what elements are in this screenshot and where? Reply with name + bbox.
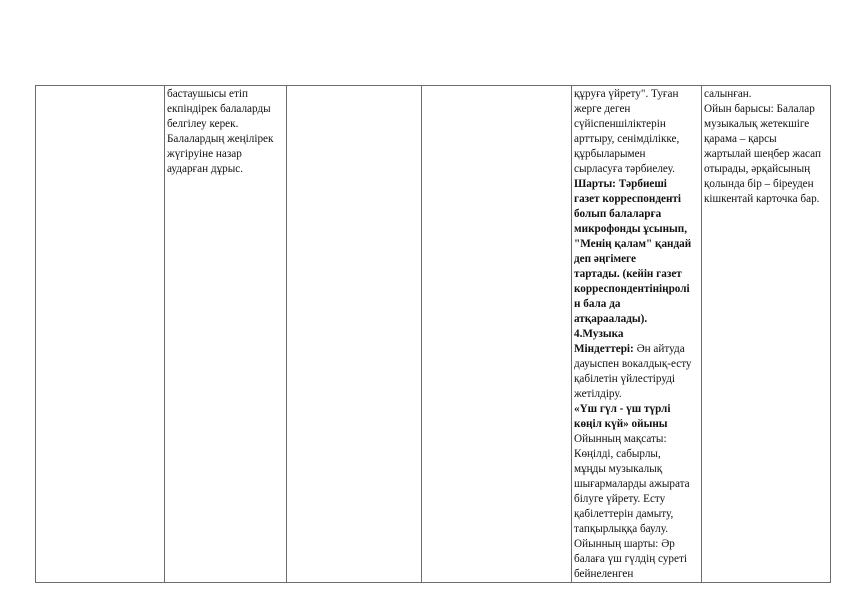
text-line (574, 102, 699, 117)
text-line: Балалардың жеңілірек (167, 133, 274, 145)
text-line (574, 402, 699, 417)
text-line: қарама – қарсы (704, 133, 777, 145)
plan-table (35, 85, 831, 583)
text-run: тартады. (кейін газет (574, 268, 682, 280)
text-line: Ойын барысы: Балалар (704, 103, 815, 115)
text-line (574, 522, 699, 537)
text-run: «Үш гүл - үш түрлі (574, 403, 671, 415)
text-line (574, 357, 699, 372)
text-run: Ойынның мақсаты: (574, 433, 667, 445)
text-run: дауыспен вокалдық-есту (574, 358, 692, 370)
text-run: атқараалады). (574, 313, 648, 325)
text-line (574, 147, 699, 162)
text-line (574, 552, 699, 567)
text-run: сырласуға тәрбиелеу. (574, 163, 675, 175)
text-line (574, 192, 699, 207)
text-line (574, 252, 699, 267)
text-run: Міндеттері: (574, 343, 634, 355)
text-run: мұңды музыкалық (574, 463, 663, 475)
text-run: сүйіспеншіліктерін (574, 118, 666, 130)
cell-col-1 (36, 86, 165, 583)
cell-col-2 (165, 86, 287, 583)
text-line (574, 297, 699, 312)
text-run: бейнеленген (574, 568, 634, 580)
text-line (574, 207, 699, 222)
text-line (574, 537, 699, 552)
text-line: музыкалық жетекшіге (704, 118, 810, 130)
text-run: болып балаларға (574, 208, 662, 220)
text-run: деп әңгімеге (574, 253, 636, 265)
text-line (574, 117, 699, 132)
text-line: бастаушысы етіп (167, 88, 248, 100)
text-line (574, 222, 699, 237)
text-line (574, 417, 699, 432)
text-line (574, 477, 699, 492)
text-run: Ән айтуда (633, 343, 685, 355)
text-line (574, 132, 699, 147)
text-line (574, 462, 699, 477)
table-row (36, 86, 831, 583)
text-line (574, 492, 699, 507)
text-run: газет корреспонденті (574, 193, 681, 205)
text-line (574, 327, 699, 342)
text-line: белгілеу керек. (167, 118, 239, 130)
text-line: жүгіруіне назар (167, 148, 242, 160)
text-run: тапқырлыққа баулу. (574, 523, 669, 535)
text-run: құруға үйрету". Туған (574, 88, 679, 100)
cell-col-4 (422, 86, 572, 583)
text-run: қабілетін үйлестіруді (574, 373, 676, 385)
text-run: Шарты: Тәрбиеші (574, 178, 667, 190)
text-run: н бала да (574, 298, 621, 310)
text-line (574, 507, 699, 522)
text-line: жартылай шеңбер жасап (704, 148, 821, 160)
cell-col-6 (702, 86, 831, 583)
text-line (574, 447, 699, 462)
text-line (574, 387, 699, 402)
text-line: отырады, әрқайсының (704, 163, 811, 175)
text-line (574, 237, 699, 252)
text-run: Ойынның шарты: Әр (574, 538, 675, 550)
text-line (574, 267, 699, 282)
text-run: Көңілді, сабырлы, (574, 448, 661, 460)
text-run: 4.Музыка (574, 328, 624, 340)
text-line (574, 282, 699, 297)
text-line (574, 87, 699, 102)
text-line (574, 342, 699, 357)
text-run: жетілдіру. (574, 388, 622, 400)
text-line: қолында бір – біреуден (704, 178, 814, 190)
text-run: қабілеттерін дамыту, (574, 508, 674, 520)
text-line: аударған дұрыс. (167, 163, 244, 175)
text-run: көңіл күй» ойыны (574, 418, 668, 430)
text-run: құрбыларымен (574, 148, 646, 160)
text-line: салынған. (704, 88, 752, 100)
text-run: корреспондентініңролі (574, 283, 690, 295)
text-line: екпіндірек балаларды (167, 103, 271, 115)
text-line: кішкентай карточка бар. (704, 193, 820, 205)
text-line (574, 567, 699, 582)
text-run: білуге үйрету. Есту (574, 493, 666, 505)
text-line (574, 162, 699, 177)
text-run: "Менің қалам" қандай (574, 238, 692, 250)
text-run: балаға үш гүлдің суреті (574, 553, 687, 565)
text-line (574, 432, 699, 447)
text-run: жерге деген (574, 103, 631, 115)
text-run: шығармаларды ажырата (574, 478, 690, 490)
text-line (574, 177, 699, 192)
text-run: арттыру, сенімділікке, (574, 133, 680, 145)
cell-col-5 (572, 86, 702, 583)
text-line (574, 372, 699, 387)
cell-col-3 (287, 86, 422, 583)
text-run: микрофонды ұсынып, (574, 223, 688, 235)
text-line (574, 312, 699, 327)
